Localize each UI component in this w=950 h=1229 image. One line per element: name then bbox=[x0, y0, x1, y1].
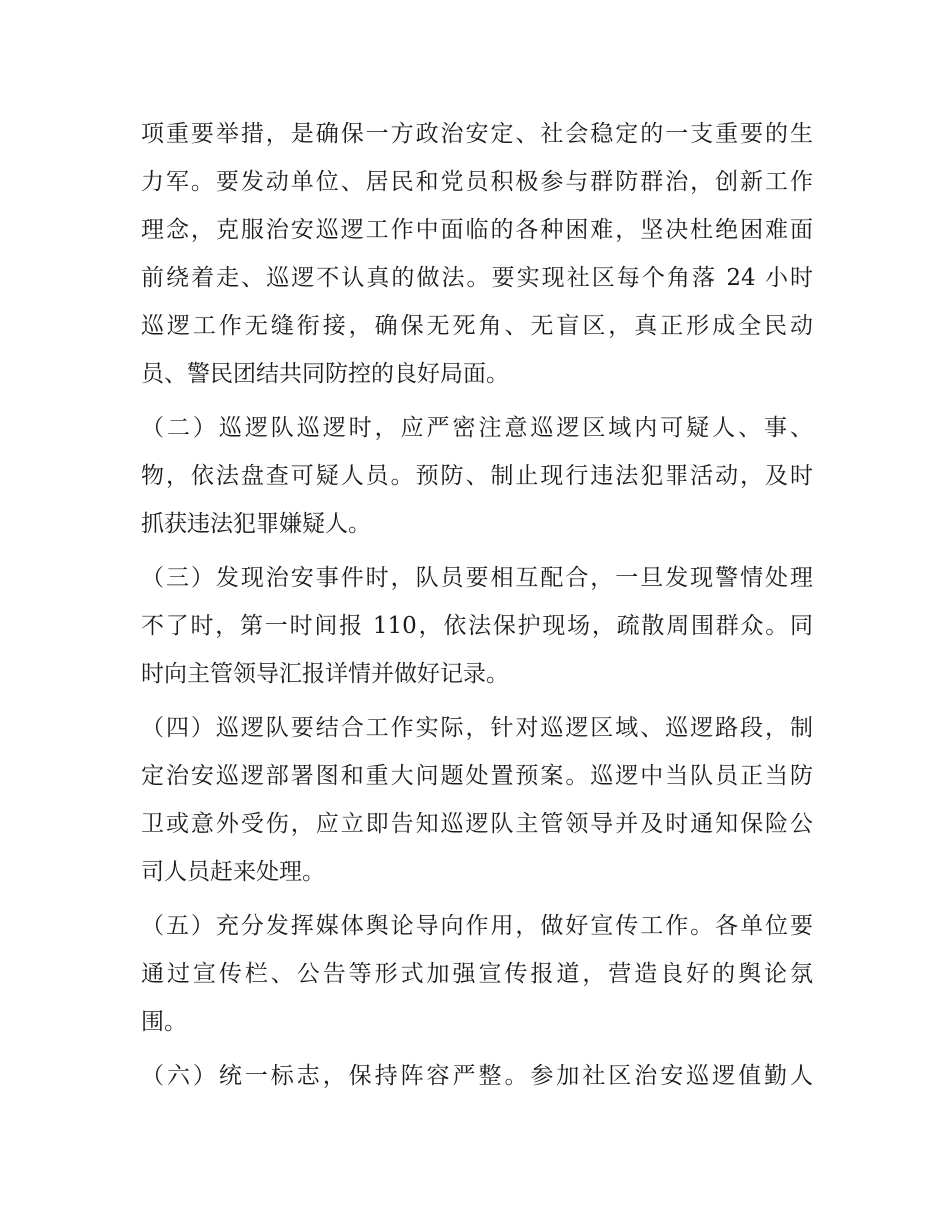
text-line: 时向主管领导汇报详情并做好记录。 bbox=[141, 661, 509, 687]
text-line: 物，依法盘查可疑人员。预防、制止现行违法犯罪活动，及时 bbox=[141, 463, 813, 489]
text-line: 员、警民团结共同防控的良好局面。 bbox=[141, 361, 509, 387]
text-line: （三）发现治安事件时，队员要相互配合，一旦发现警情处理 bbox=[141, 565, 813, 591]
text-line: 巡逻工作无缝衔接，确保无死角、无盲区，真正形成全民动 bbox=[141, 313, 813, 339]
text-line: 定治安巡逻部署图和重大问题处置预案。巡逻中当队员正当防 bbox=[141, 763, 813, 789]
text-line: 力军。要发动单位、居民和党员积极参与群防群治，创新工作 bbox=[141, 169, 813, 195]
text-line: 前绕着走、巡逻不认真的做法。要实现社区每个角落 24 小时 bbox=[141, 265, 813, 291]
body-text bbox=[141, 110, 813, 1100]
text-line: 不了时，第一时间报 110，依法保护现场，疏散周围群众。同 bbox=[141, 613, 813, 639]
text-line: 理念，克服治安巡逻工作中面临的各种困难，坚决杜绝困难面 bbox=[141, 217, 813, 243]
text-line: 项重要举措，是确保一方政治安定、社会稳定的一支重要的生 bbox=[141, 121, 813, 147]
text-line: 抓获违法犯罪嫌疑人。 bbox=[141, 511, 371, 537]
text-line: 通过宣传栏、公告等形式加强宣传报道，营造良好的舆论氛 bbox=[141, 961, 813, 987]
text-line: 卫或意外受伤，应立即告知巡逻队主管领导并及时通知保险公 bbox=[141, 811, 813, 837]
text-line: （六）统一标志，保持阵容严整。参加社区治安巡逻值勤人 bbox=[141, 1063, 813, 1089]
text-line: （四）巡逻队要结合工作实际，针对巡逻区域、巡逻路段，制 bbox=[141, 715, 813, 741]
text-line: 围。 bbox=[141, 1009, 187, 1035]
text-line: （五）充分发挥媒体舆论导向作用，做好宣传工作。各单位要 bbox=[141, 913, 813, 939]
text-line: 司人员赶来处理。 bbox=[141, 859, 325, 885]
text-line: （二）巡逻队巡逻时，应严密注意巡逻区域内可疑人、事、 bbox=[141, 415, 813, 441]
